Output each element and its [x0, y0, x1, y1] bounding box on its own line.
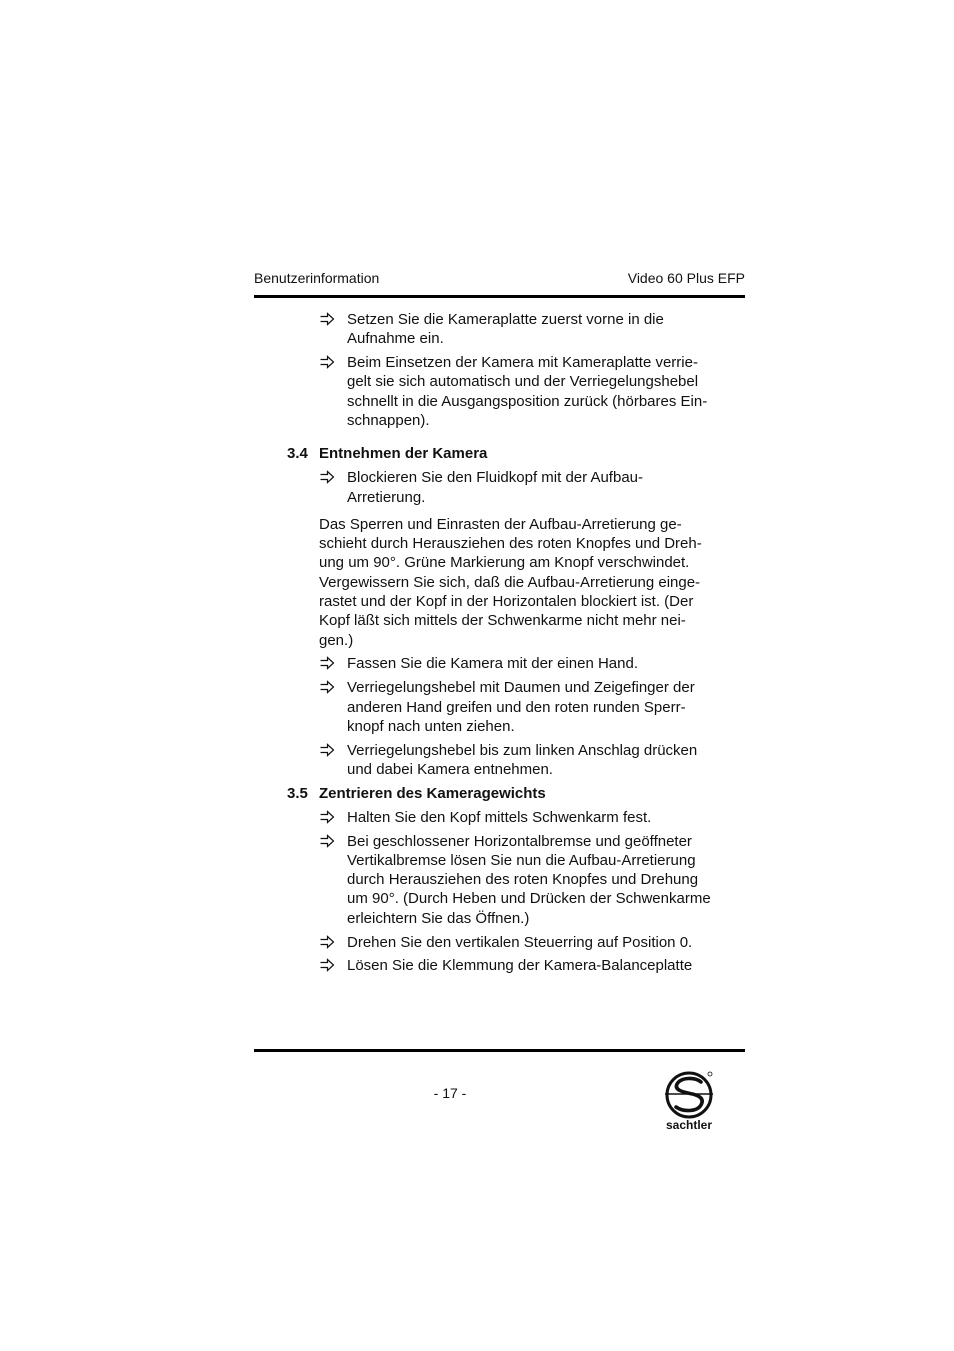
section-heading-3-4 — [287, 444, 747, 463]
sachtler-logo-icon — [655, 1068, 725, 1136]
bullet-item — [287, 956, 747, 975]
logo-text: sachtler — [665, 1118, 713, 1132]
arrow-right-icon — [319, 311, 335, 327]
section-number: 3.4 — [287, 445, 308, 463]
section-title: Zentrieren des Kameragewichts — [319, 784, 546, 802]
header-left-text: Benutzerinformation — [254, 270, 380, 286]
bullet-item — [287, 808, 747, 827]
section-paragraph: Das Sperren und Einrasten der Aufbau-Arretierung ge- schieht durch Herausziehen des roten Knopfes und Dreh- ung um 90°. Grüne Markierung am Knopf verschwindet. Vergewissern Sie sich, daß die Aufbau-Arretierung einge- rastet und der Kopf in der Horizontalen blockiert ist. (Der Kopf läßt sich mittels der Schwenkarme nicht mehr nei- gen.) — [319, 515, 702, 649]
bullet-text: Drehen Sie den vertikalen Steuerring auf Position 0. — [347, 933, 693, 951]
bullet-text: Blockieren Sie den Fluidkopf mit der Aufbau- Arretierung. — [347, 469, 643, 506]
bullet-text: Fassen Sie die Kamera mit der einen Hand. — [347, 655, 638, 673]
bullet-item — [287, 741, 747, 780]
bullet-text: Setzen Sie die Kameraplatte zuerst vorne in die Aufnahme ein. — [347, 311, 664, 348]
footer-rule — [254, 1049, 745, 1052]
arrow-right-icon — [319, 833, 335, 849]
page-header — [254, 270, 745, 290]
bullet-item — [287, 353, 747, 430]
bullet-text: Verriegelungshebel bis zum linken Anschlag drücken und dabei Kamera entnehmen. — [347, 741, 698, 778]
bullet-item — [287, 933, 747, 952]
bullet-text: Halten Sie den Kopf mittels Schwenkarm fest. — [347, 808, 652, 826]
page-content — [287, 310, 747, 980]
section-number: 3.5 — [287, 784, 308, 802]
arrow-right-icon — [319, 655, 335, 671]
page-number: - 17 - — [433, 1085, 467, 1101]
bullet-item — [287, 310, 747, 349]
bullet-text: Verriegelungshebel mit Daumen und Zeigefinger der anderen Hand greifen und den roten runden Sperr- knopf nach unten ziehen. — [347, 679, 695, 735]
section-title: Entnehmen der Kamera — [319, 445, 488, 463]
arrow-right-icon — [319, 934, 335, 950]
bullet-text: Lösen Sie die Klemmung der Kamera-Balanceplatte — [347, 957, 693, 975]
arrow-right-icon — [319, 957, 335, 973]
bullet-item — [287, 468, 747, 507]
arrow-right-icon — [319, 354, 335, 370]
bullet-text: Beim Einsetzen der Kamera mit Kameraplatte verrie- gelt sie sich automatisch und der Verriegelungshebel schnellt in die Ausgangsposition zurück (hörbares Ein- schnappen). — [347, 354, 708, 429]
section-heading-3-5 — [287, 784, 747, 803]
bullet-item — [287, 654, 747, 673]
arrow-right-icon — [319, 679, 335, 695]
arrow-right-icon — [319, 469, 335, 485]
header-rule — [254, 295, 745, 298]
bullet-item — [287, 678, 747, 736]
bullet-text: Bei geschlossener Horizontalbremse und geöffneter Vertikalbremse lösen Sie nun die Aufbau-Arretierung durch Herausziehen des roten Knopfes und Drehung um 90°. (Durch Heben und Drücken der Schwenkarme erleichtern Sie das Öffnen.) — [347, 832, 711, 927]
arrow-right-icon — [319, 742, 335, 758]
arrow-right-icon — [319, 809, 335, 825]
header-right-text: Video 60 Plus EFP — [627, 270, 745, 286]
bullet-item — [287, 832, 747, 928]
